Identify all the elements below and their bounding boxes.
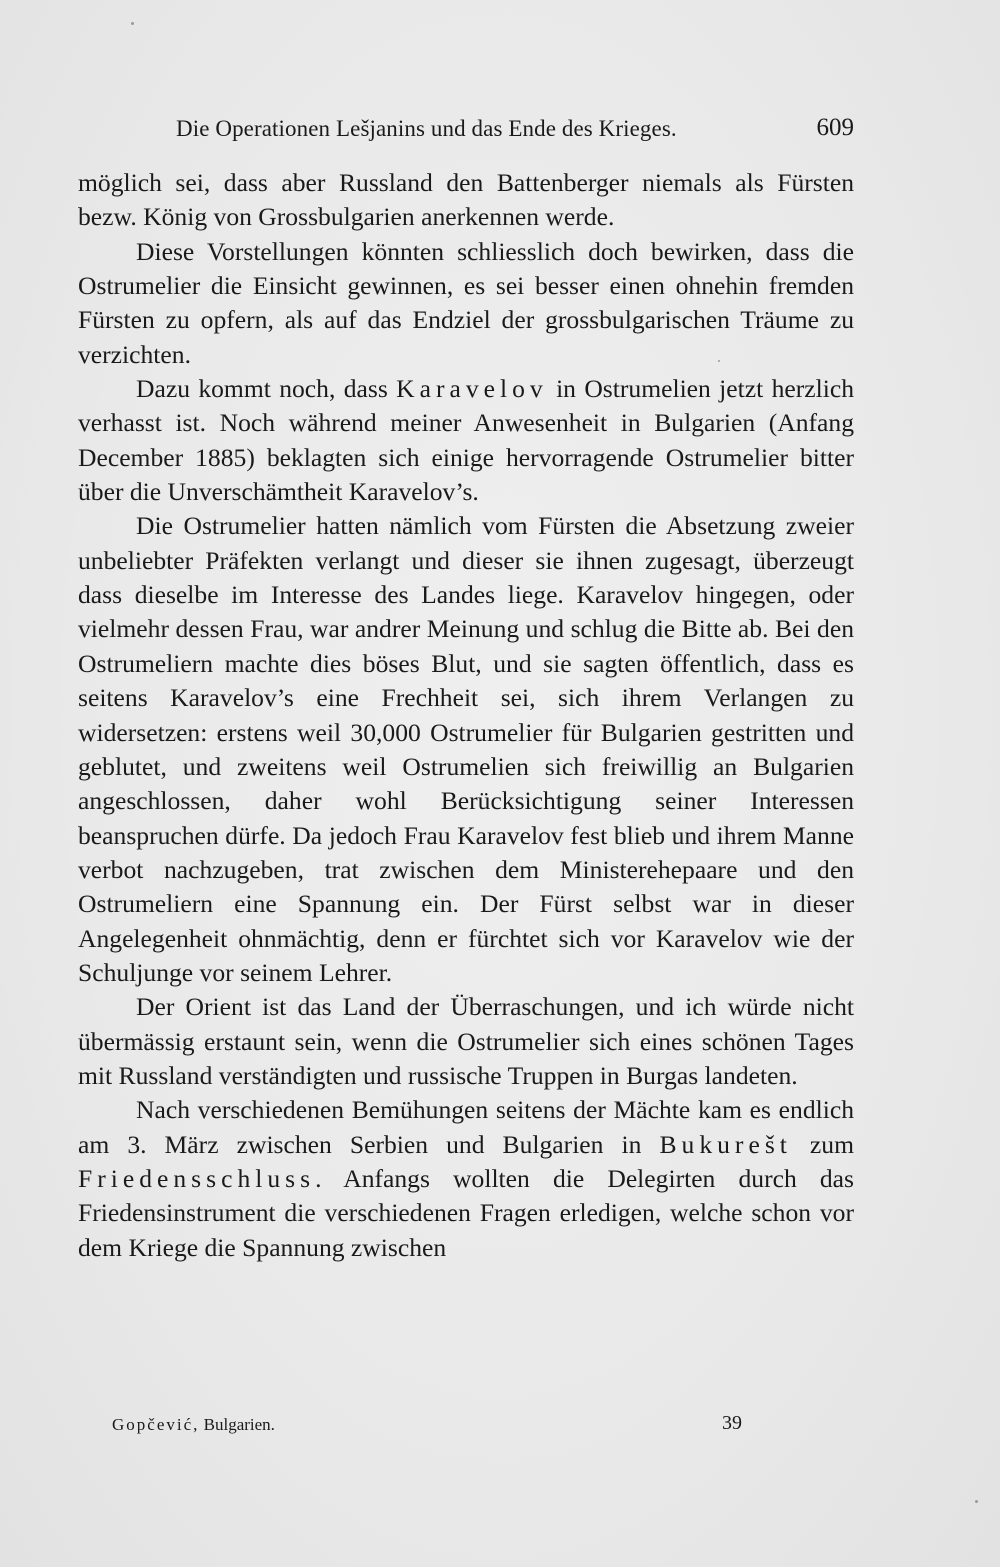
page-number: 609 [816,114,854,141]
emphasized-name: Karavelov [396,374,548,404]
signature-line [112,1412,742,1445]
printer-signature [112,1415,275,1435]
paragraph-2: Diese Vorstellungen könnten schliesslich doch bewirken, dass die Ostrumelier die Einsicht gewinnen, es sei besser einen ohnehin fremden Fürsten zu opfern, als auf das Endziel der grossbulgarischen Träume zu verzichten. [78,236,854,369]
paragraph-1: möglich sei, dass aber Russland den Battenberger niemals als Fürsten bezw. König von Grossbulgarien anerkennen werde. [78,168,854,232]
paragraph-3-text-start: Dazu kommt noch, dass [136,374,397,404]
paper-speck [131,22,134,25]
paragraph-6-text-start: Nach verschiedenen Bemühungen seitens der Mächte kam es endlich am 3. März zwischen Serbien und Bulgarien in [78,1095,854,1159]
emphasized-place: Bukurešt [659,1129,792,1159]
paragraph-6-text-end: . Anfangs wollten die Delegirten durch das Friedensinstrument die verschiedenen Fragen erledigen, welche schon vor dem Kriege die Spannung zwischen [78,1163,854,1262]
paragraph-3 [78,372,854,509]
emphasized-treaty: Friedensschluss [78,1163,316,1193]
paragraph-3-text-end: in Ostrumelien jetzt herzlich verhasst ist. Noch während meiner Anwesenheit in Bulgarien (Anfang December 1885) beklagten sich einige hervorragende Ostrumelier bitter über die Unverschämtheit Karavelov’s. [78,374,854,507]
paragraph-4: Die Ostrumelier hatten nämlich vom Fürsten die Absetzung zweier unbeliebter Präfekten verlangt und dieser sie ihnen zugesagt, überzeugt dass dieselbe im Interesse des Landes liege. Karavelov hingegen, oder vielmehr dessen Frau, war andrer Meinung und schlug die Bitte ab. Bei den Ostrumeliern machte dies böses Blut, und sie sagten öffentlich, dass es seitens Karavelov’s eine Frechheit sei, sich ihrem Verlangen zu widersetzen: erstens weil 30,000 Ostrumelier für Bulgarien gestritten und geblutet, und zweitens weil Ostrumelien sich freiwillig an Bulgarien angeschlossen, daher wohl Berücksichtigung seiner Interessen beanspruchen dürfe. Da jedoch Frau Karavelov fest blieb und ihrem Manne verbot nachzugeben, trat zwischen dem Ministerehepaare und den Ostrumeliern eine Spannung ein. Der Fürst selbst war in dieser Angelegenheit ohnmächtig, denn er fürchtet sich vor Karavelov wie der Schuljunge vor seinem Lehrer. [78,511,854,987]
running-title: Die Operationen Lešjanins und das Ende des Krieges. [176,116,677,141]
body-text [78,166,854,1265]
paragraph-6-text-mid: zum [791,1129,855,1159]
paper-speck [975,1500,978,1503]
paragraph-5: Der Orient ist das Land der Überraschungen, und ich würde nicht übermässig erstaunt sein, wenn die Ostrumelier sich eines schönen Tages mit Russland verständigten und russische Truppen in Burgas landeten. [78,992,854,1090]
running-header [176,116,854,152]
signature-author: Gopčević, [112,1415,200,1434]
sheet-number: 39 [722,1412,742,1434]
signature-book: Bulgarien. [199,1415,275,1434]
paper-speck [718,360,720,362]
paragraph-6 [78,1093,854,1265]
